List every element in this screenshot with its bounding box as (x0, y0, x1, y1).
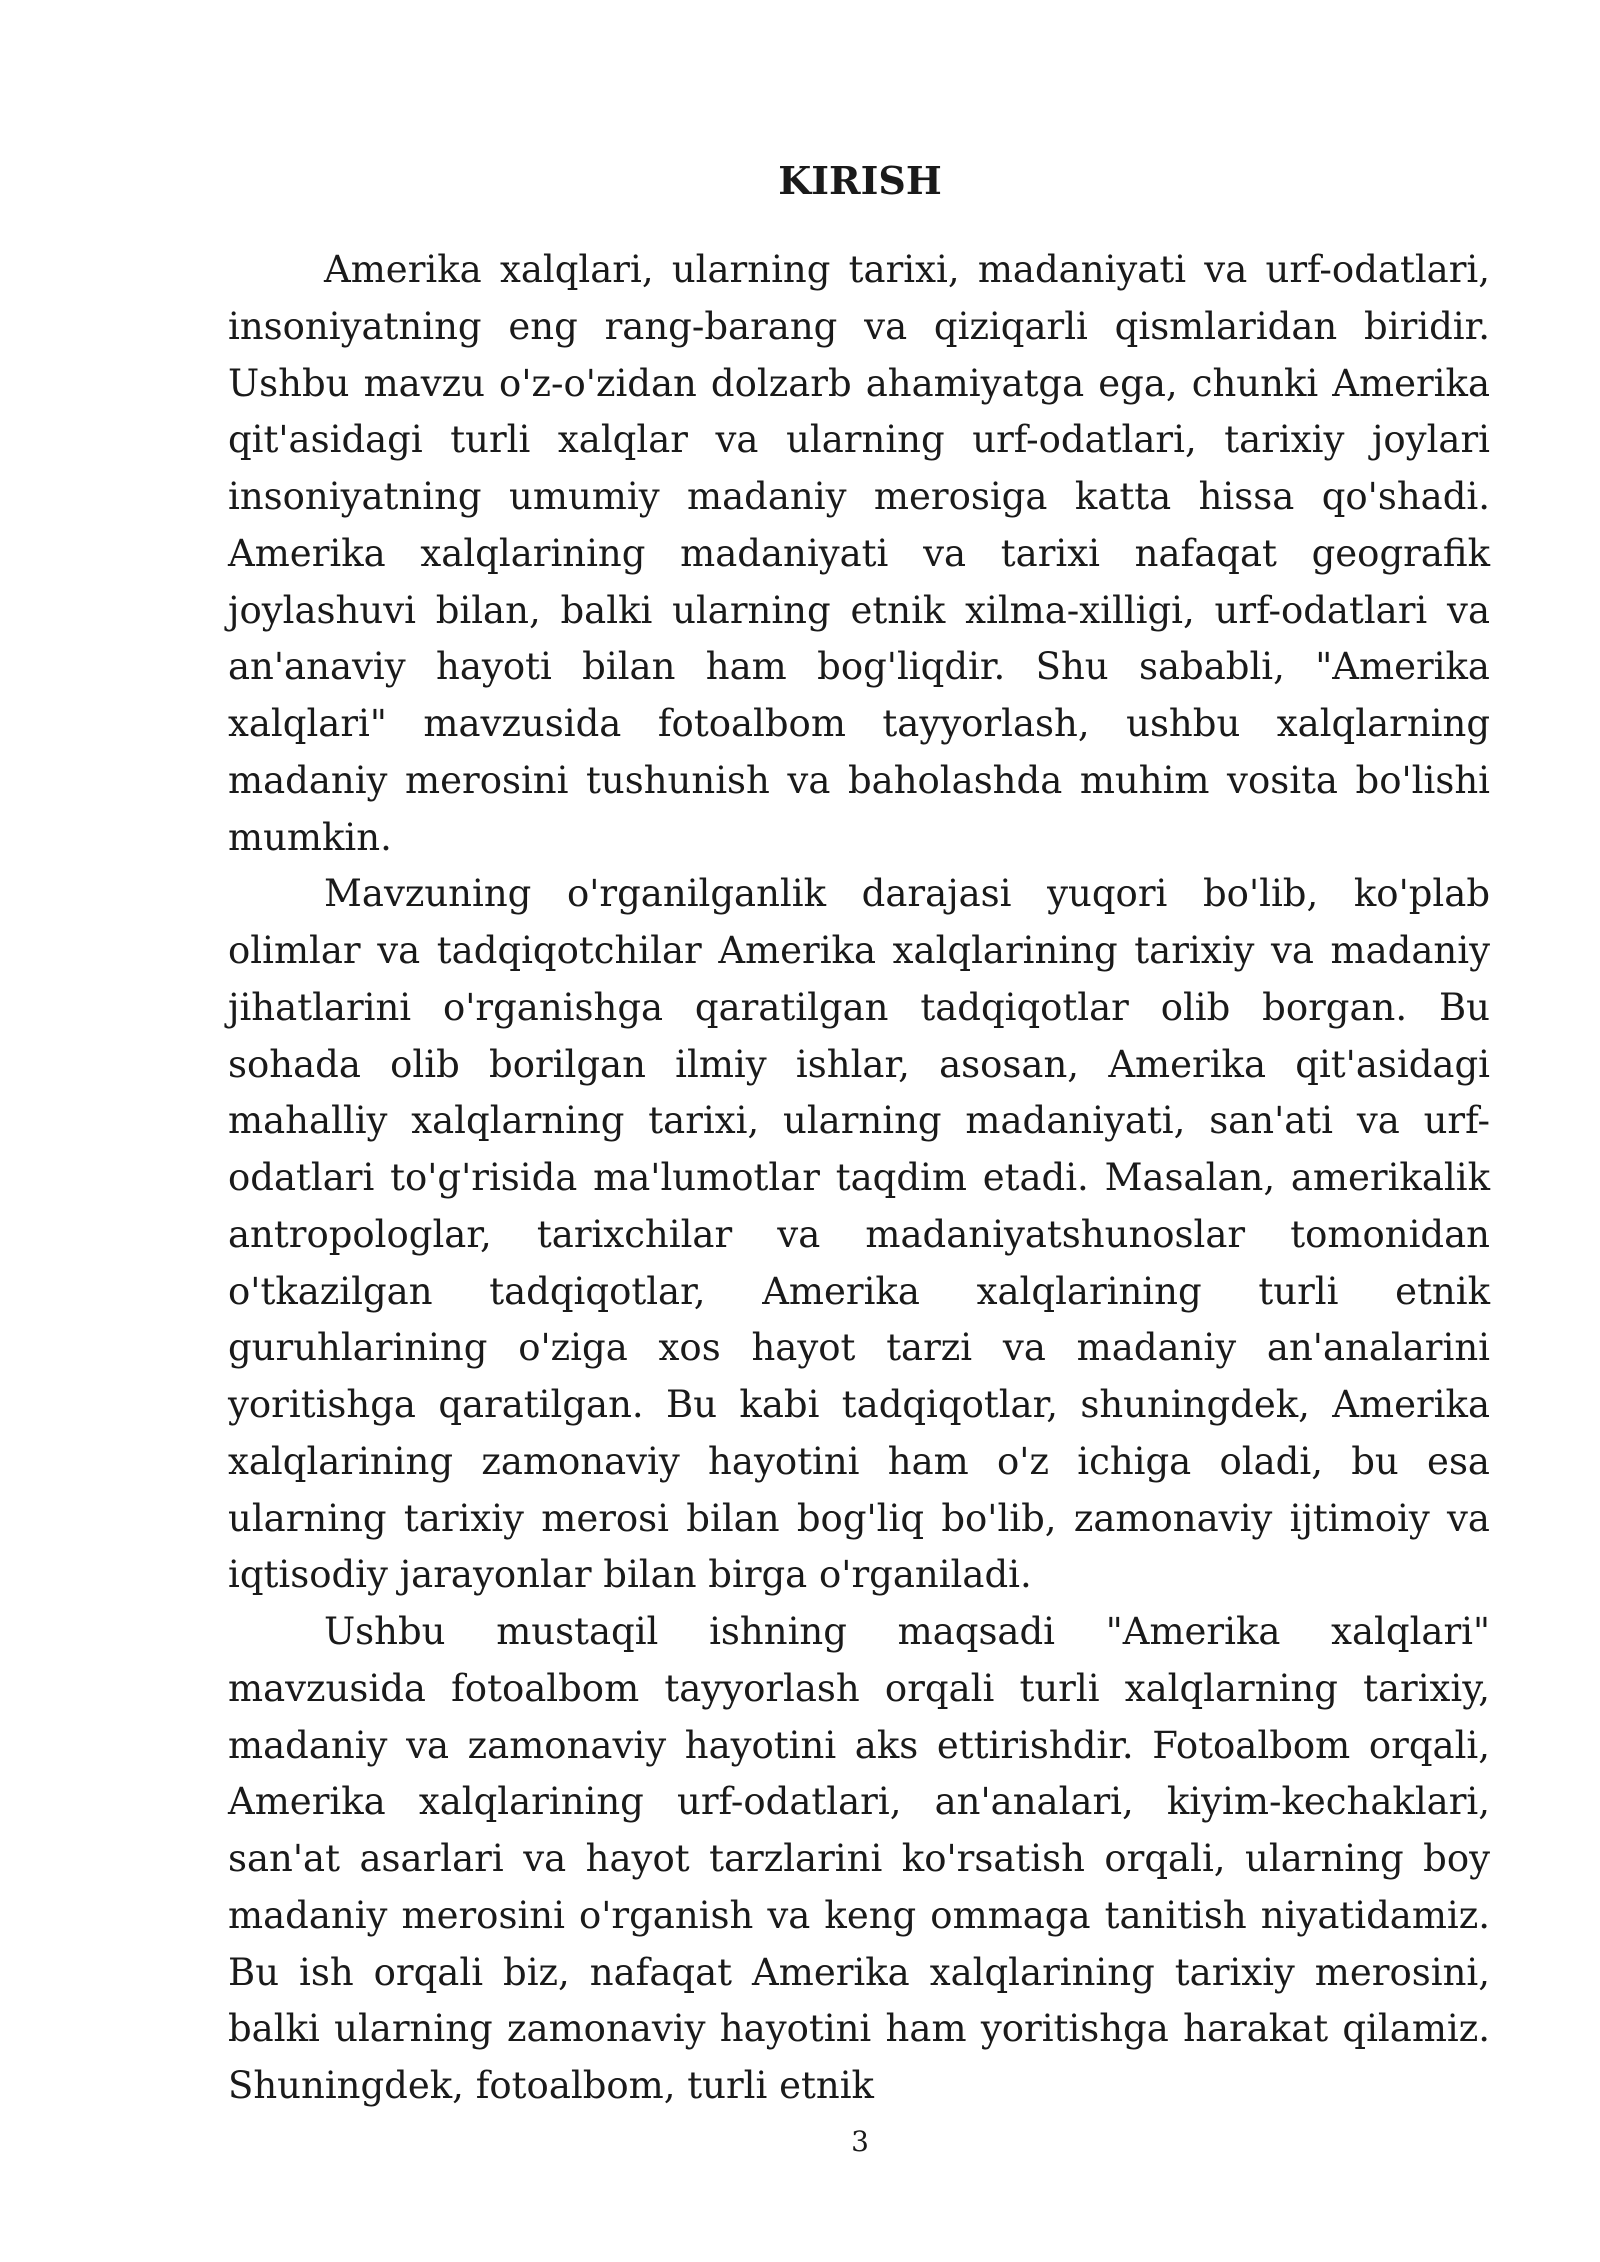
paragraph-3: Ushbu mustaqil ishning maqsadi "Amerika xalqlari" mavzusida fotoalbom tayyorlash orqali turli xalqlarning tarixiy, madaniy va zamonaviy hayotini aks ettirishdir. Fotoalbom orqali, Amerika xalqlarining urf-odatlari, an'analari, kiyim-kechaklari, san'at asarlari va hayot tarzlarini ko'rsatish orqali, ularning boy madaniy merosini o'rganish va keng ommaga tanitish niyatidamiz. Bu ish orqali biz, nafaqat Amerika xalqlarining tarixiy merosini, balki ularning zamonaviy hayotini ham yoritishga harakat qilamiz. Shuningdek, fotoalbom, turli etnik (228, 1610, 1490, 2107)
page-title: KIRISH (778, 158, 942, 203)
body-text (228, 242, 1490, 2115)
paragraph-1: Amerika xalqlari, ularning tarixi, madaniyati va urf-odatlari, insoniyatning eng rang-barang va qiziqarli qismlaridan biridir. Ushbu mavzu o'z-o'zidan dolzarb ahamiyatga ega, chunki Amerika qit'asidagi turli xalqlar va ularning urf-odatlari, tarixiy joylari insoniyatning umumiy madaniy merosiga katta hissa qo'shadi. Amerika xalqlarining madaniyati va tarixi nafaqat geografik joylashuvi bilan, balki ularning etnik xilma-xilligi, urf-odatlari va an'anaviy hayoti bilan ham bog'liqdir. Shu sababli, "Amerika xalqlari" mavzusida fotoalbom tayyorlash, ushbu xalqlarning madaniy merosini tushunish va baholashda muhim vosita bo'lishi mumkin. (228, 248, 1490, 859)
page-number: 3 (851, 2125, 869, 2158)
paragraph-2: Mavzuning o'rganilganlik darajasi yuqori bo'lib, ko'plab olimlar va tadqiqotchilar Amerika xalqlarining tarixiy va madaniy jihatlarini o'rganishga qaratilgan tadqiqotlar olib borgan. Bu sohada olib borilgan ilmiy ishlar, asosan, Amerika qit'asidagi mahalliy xalqlarning tarixi, ularning madaniyati, san'ati va urf-odatlari to'g'risida ma'lumotlar taqdim etadi. Masalan, amerikalik antropologlar, tarixchilar va madaniyatshunoslar tomonidan o'tkazilgan tadqiqotlar, Amerika xalqlarining turli etnik guruhlarining o'ziga xos hayot tarzi va madaniy an'analarini yoritishga qaratilgan. Bu kabi tadqiqotlar, shuningdek, Amerika xalqlarining zamonaviy hayotini ham o'z ichiga oladi, bu esa ularning tarixiy merosi bilan bog'liq bo'lib, zamonaviy ijtimoiy va iqtisodiy jarayonlar bilan birga o'rganiladi. (228, 872, 1490, 1597)
